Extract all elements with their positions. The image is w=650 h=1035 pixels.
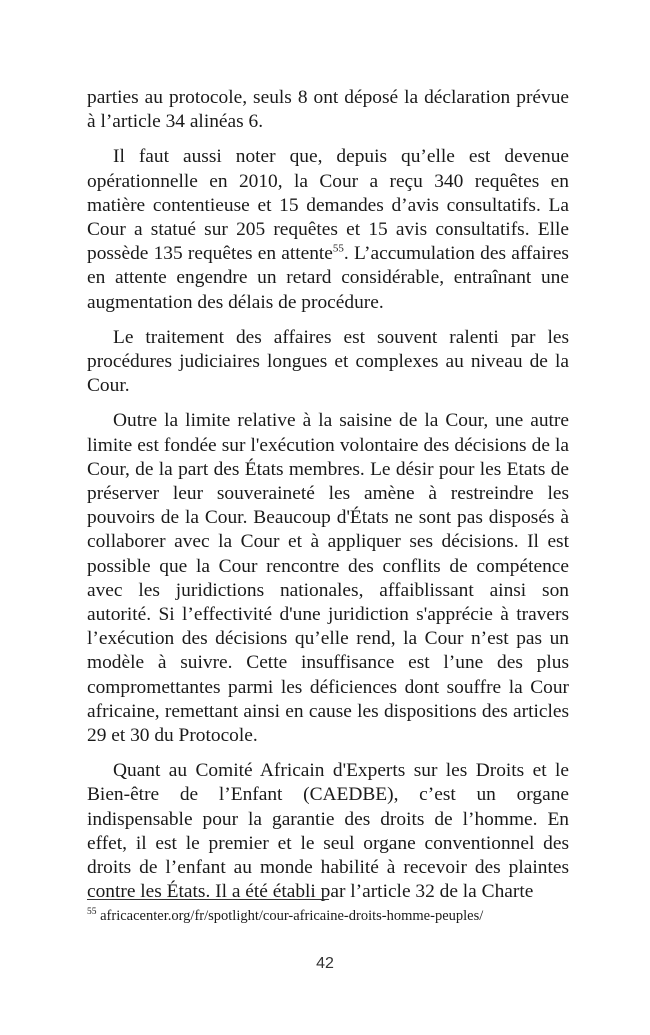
paragraph-text: Quant au Comité Africain d'Experts sur les Droits et le Bien-être de l’Enfant (CAEDBE), c’est un organe indispensable pour la garantie des droits de l’homme. En effet, il est le premier et le seul organe conventionnel des droits de l’enfant au monde habilité à recevoir des plaintes contre les États. Il a été établi par l’article 32 de la Charte [87,760,569,903]
paragraph-continuation [87,86,569,134]
page-number: 42 [316,955,334,972]
paragraph-text: Il faut aussi noter que, depuis qu’elle est devenue opérationnelle en 2010, la Cour a reçu 340 requêtes en matière contentieuse et 15 demandes d’avis consultatifs. La Cour a statué sur 205 requêtes et 15 avis consultatifs. Elle possède 135 requêtes en attente [87,146,569,265]
footnote-text: africacenter.org/fr/spotlight/cour-africaine-droits-homme-peuples/ [100,908,484,924]
paragraph-text-after-note: . L’accumulation des affaires en attente engendre un retard considérable, entraînant une augmentation des délais de procédure. [87,243,569,313]
footnote [87,907,569,925]
paragraph-caedbe [87,759,569,904]
paragraph-text: Le traitement des affaires est souvent ralenti par les procédures judiciaires longues et complexes au niveau de la Cour. [87,326,569,397]
paragraph-text: Outre la limite relative à la saisine de la Cour, une autre limite est fondée sur l'exécution volontaire des décisions de la Cour, de la part des États membres. Le désir pour les Etats de préserver leur souveraineté les amène à restreindre les pouvoirs de la Cour. Beaucoup d'États ne sont pas disposés à collaborer avec la Cour et à appliquer ses décisions. Il est possible que la Cour rencontre des conflits de compétence avec les juridictions nationales, affaiblissant ainsi son autorité. Si l’effectivité d'une juridiction s'apprécie à travers l’exécution des décisions qu’elle rend, la Cour n’est pas un modèle à suivre. Cette insuffisance est l’une des plus compromettantes parmi les déficiences dont souffre la Cour africaine, remettant ainsi en cause les dispositions des articles 29 et 30 du Protocole. [87,410,569,747]
paragraph-procedures [87,326,569,399]
footnote-number: 55 [87,907,97,918]
footnote-reference[interactable]: 55 [332,242,344,255]
paragraph-text: parties au protocole, seuls 8 ont déposé la déclaration prévue à l’article 34 alinéas 6. [87,87,569,133]
paragraph-court-requests [87,145,569,314]
paragraph-execution-limits [87,409,569,748]
footnote-divider [87,899,329,900]
page-body [87,86,569,916]
